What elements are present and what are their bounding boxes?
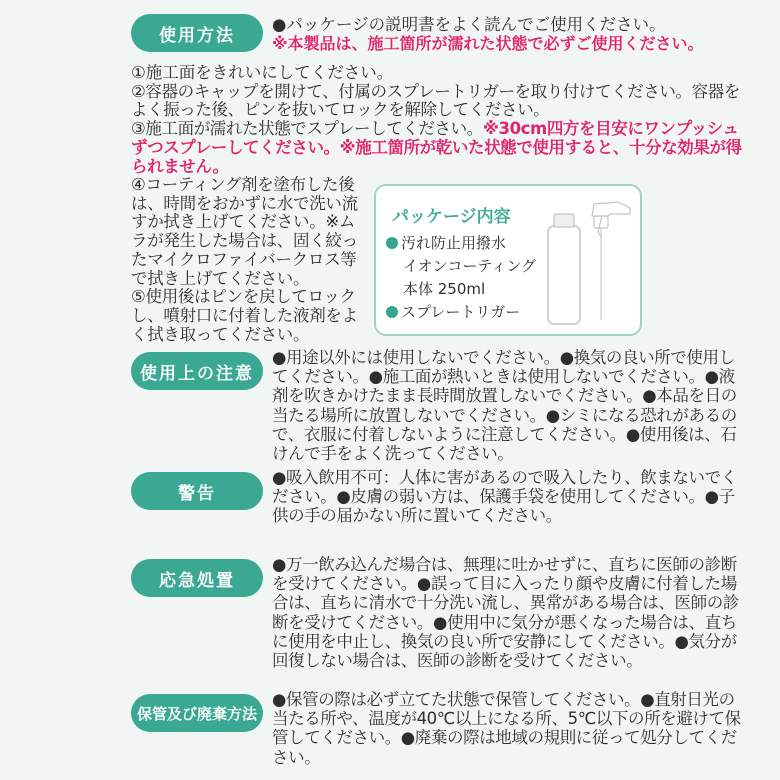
usage-intro-warning: ※本製品は、施工箇所が濡れた状態で必ずご使用ください。: [272, 34, 704, 53]
caution-text-body: ●用途以外には使用しないでください。●換気の良い所で使用してください。●施工面が熱いときは使用しないでください。●液剤を吹きかけたまま長時間放置しないでください。●本品を日の当たる場所に放置しないでください。●シミになる恐れがあるので、衣服に付着しないように注意してください。●使用後は、石けんで手をよく洗ってください。: [272, 348, 737, 464]
package-contents-title: パッケージ内容: [392, 207, 511, 227]
usage-step-4-text: ④コーティング剤を塗布した後は、時間をおかずに水で洗い流すか拭き上げてください。※ムラが発生した場合は、固く絞ったマイクロファイバークロス等で拭き上げてください。: [131, 175, 358, 288]
usage-step-3: [131, 120, 743, 176]
package-item-2-label: スプレートリガー: [401, 303, 521, 321]
usage-step-5-text: ⑤使用後はピンを戻してロックし、噴射口に付着した液剤をよく拭き取ってください。: [131, 287, 358, 344]
storage-text: [272, 690, 742, 767]
package-item-1-line-3: 本体 250ml: [403, 280, 486, 298]
usage-badge: 使用方法: [131, 14, 263, 52]
package-contents-box: [374, 184, 642, 336]
first-aid-badge: 応急処置: [131, 559, 263, 597]
warning-text-body: ●吸入飲用不可：人体に害があるので吸入したり、飲まないでください。●皮膚の弱い方は、保護手袋を使用してください。●子供の手の届かない所に置いてください。: [272, 468, 737, 526]
package-item-1-line-1: 汚れ防止用撥水: [401, 234, 507, 252]
usage-intro: ●パッケージの説明書をよく読んでご使用ください。: [272, 15, 666, 34]
warning-text: [272, 468, 742, 526]
caution-text: [272, 348, 742, 463]
caution-badge: 使用上の注意: [131, 352, 263, 390]
package-item-1-line-2: イオンコーティング: [403, 257, 537, 275]
usage-step-3-warning: ※30cm四方を目安にワンプッシュずつスプレーしてください。※施工箇所が乾いた状態で使用すると、十分な効果が得られません。: [131, 119, 742, 176]
package-item-1: [386, 232, 536, 255]
bullet-icon: [386, 306, 398, 318]
usage-step-1: ①施工面をきれいにしてください。: [131, 63, 394, 82]
storage-badge: 保管及び廃棄方法: [131, 694, 263, 732]
first-aid-text-body: ●万一飲み込んだ場合は、無理に吐かせずに、直ちに医師の診断を受けてください。●誤って目に入ったり顔や皮膚に付着した場合は、直ちに清水で十分洗い流し、異常がある場合は、医師の診断を受けてください。●使用中に気分が悪くなった場合は、直ちに使用を中止し、換気の良い所で安静にしてください。●気分が回復しない場合は、医師の診断を受けてください。: [272, 555, 739, 671]
package-contents-list: [386, 232, 536, 324]
usage-step-4: [131, 176, 367, 344]
first-aid-text: [272, 555, 742, 670]
bottle-and-spray-trigger-icon: [544, 198, 634, 328]
usage-step-2: ②容器のキャップを開けて、付属のスプレートリガーを取り付けてください。容器をよく振った後、ピンを抜いてロックを解除してください。: [131, 81, 740, 120]
usage-steps: [131, 64, 743, 176]
bullet-icon: [386, 237, 398, 249]
usage-step-3-text: ③施工面が濡れた状態でスプレーしてください。: [131, 119, 483, 139]
storage-text-body: ●保管の際は必ず立てた状態で保管してください。●直射日光の当たる所や、温度が40℃以上になる所、5℃以下の所を避けて保管してください。●廃棄の際は地域の規則に従って処分してください。: [272, 690, 741, 767]
warning-badge: 警告: [131, 472, 263, 510]
package-item-2: [386, 301, 536, 324]
